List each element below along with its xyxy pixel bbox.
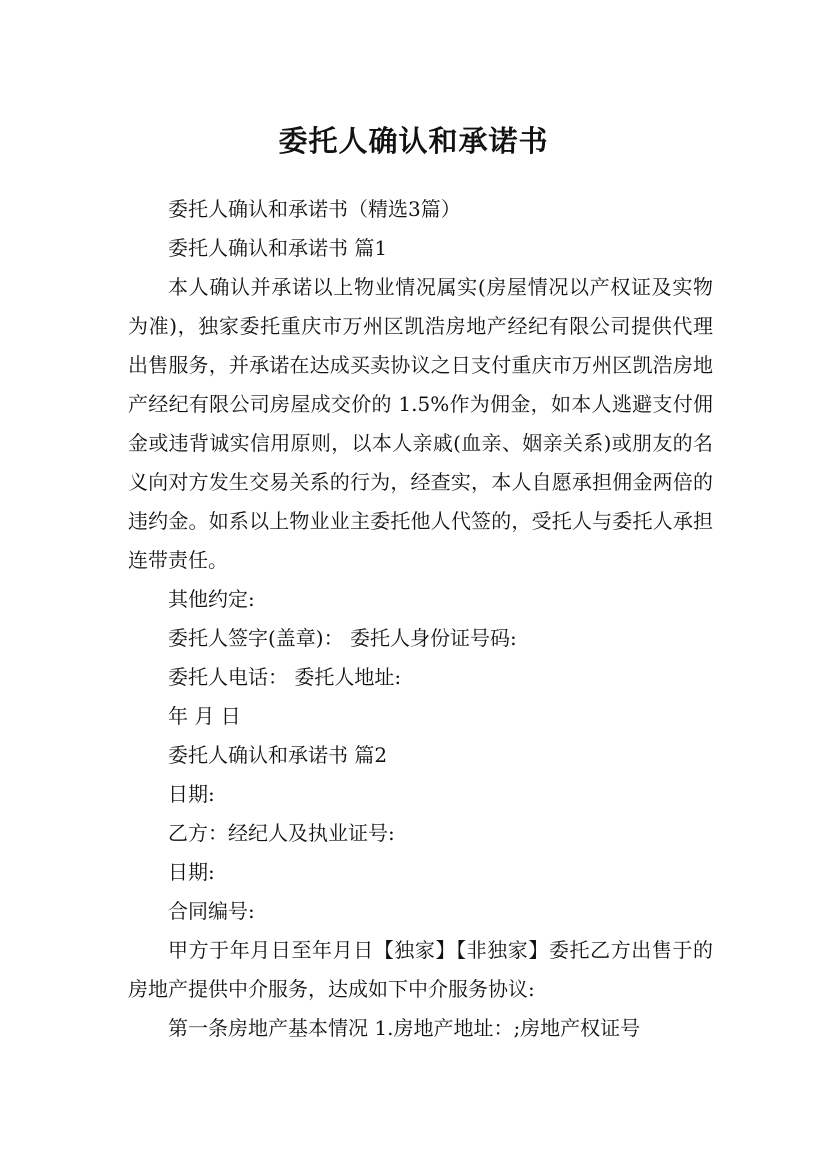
- date-field: 日期:: [168, 860, 215, 884]
- document-body: [128, 190, 713, 1048]
- signature-line: 委托人签字(盖章)： 委托人身份证号码:: [168, 626, 517, 650]
- document-title: 委托人确认和承诺书: [278, 124, 549, 159]
- paragraph-commitment: 本人确认并承诺以上物业情况属实(房屋情况以产权证及实物为准)，独家委托重庆市万州区凯浩房地产经纪有限公司提供代理出售服务，并承诺在达成买卖协议之日支付重庆市万州区凯浩房地产经纪有限公司房屋成交价的 1.5%作为佣金，如本人逃避支付佣金或违背诚实信用原则，以本人亲戚(血亲、姻亲关系)或朋友的名义向对方发生交易关系的行为，经查实，本人自愿承担佣金两倍的违约金。如系以上物业业主委托他人代签的，受托人与委托人承担连带责任。: [128, 275, 713, 572]
- date-field: 日期:: [168, 782, 215, 806]
- section-heading: 委托人确认和承诺书 篇1: [168, 236, 388, 260]
- contract-number-field: 合同编号:: [168, 899, 255, 923]
- paragraph-article-one: 第一条房地产基本情况 1.房地产地址：;房地产权证号: [168, 1016, 641, 1040]
- contact-line: 委托人电话： 委托人地址:: [168, 665, 402, 689]
- agent-field: 乙方：经纪人及执业证号:: [168, 821, 395, 845]
- section-heading: 委托人确认和承诺书 篇2: [168, 743, 388, 767]
- date-line: 年 月 日: [168, 704, 241, 728]
- paragraph-other-terms: 其他约定:: [168, 587, 255, 611]
- paragraph-intro: 委托人确认和承诺书（精选3篇）: [168, 197, 461, 221]
- paragraph-agreement: 甲方于年月日至年月日【独家】【非独家】委托乙方出售于的房地产提供中介服务，达成如下中介服务协议:: [128, 938, 713, 1001]
